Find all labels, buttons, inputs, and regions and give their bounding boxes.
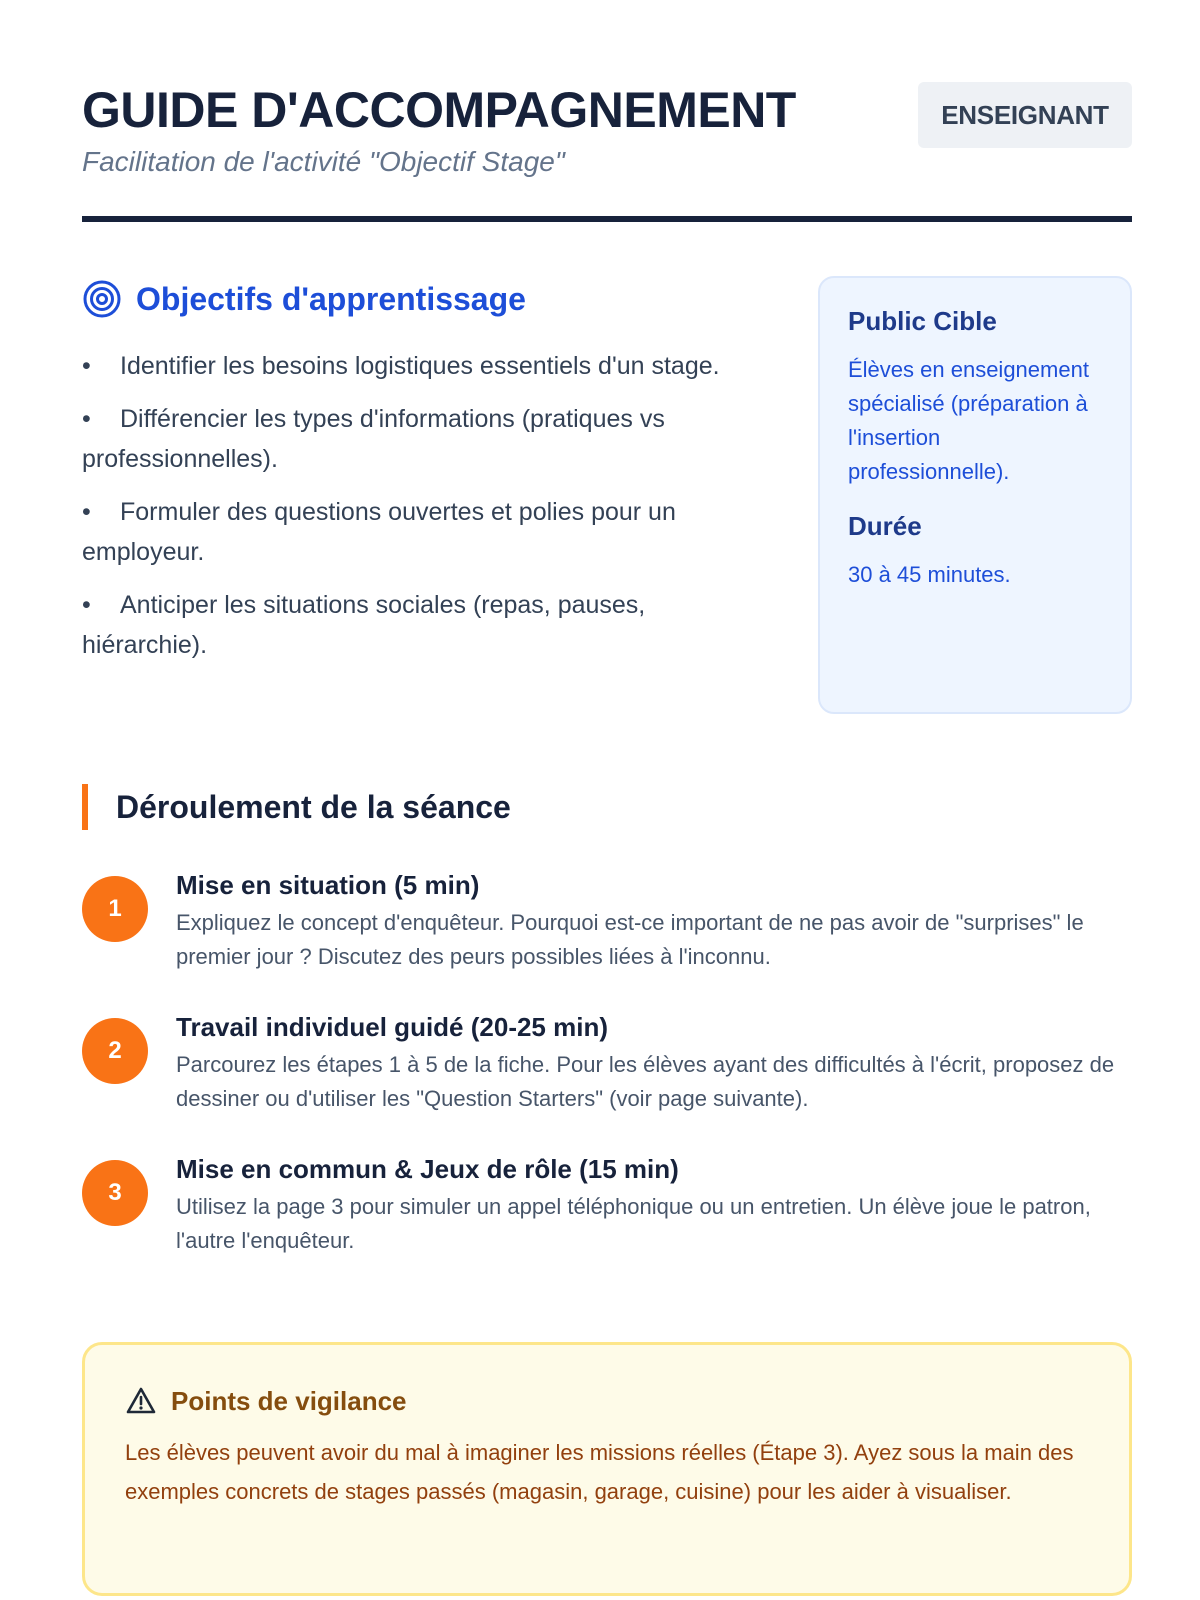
objectives-section <box>82 274 742 678</box>
list-item: • Formuler des questions ouvertes et polies pour un employeur. <box>82 492 742 572</box>
audience-label: Public Cible <box>848 306 997 336</box>
warning-text: Les élèves peuvent avoir du mal à imaginer les missions réelles (Étape 3). Ayez sous la main des exemples concrets de stages passés (magasin, garage, cuisine) pour les aider à visualiser. <box>125 1440 1074 1504</box>
warning-triangle-icon <box>125 1385 157 1417</box>
page-title: GUIDE D'ACCOMPAGNEMENT <box>82 82 796 138</box>
target-icon <box>82 279 122 319</box>
list-item: • Anticiper les situations sociales (repas, pauses, hiérarchie). <box>82 585 742 665</box>
bullet: • <box>82 591 91 619</box>
step-title: Mise en situation (5 min) <box>176 870 480 900</box>
warning-heading-label: Points de vigilance <box>171 1385 407 1416</box>
step-number-badge: 1 <box>82 876 148 942</box>
step-description: Utilisez la page 3 pour simuler un appel téléphonique ou un entretien. Un élève joue le patron, l'autre l'enquêteur. <box>176 1194 1091 1253</box>
warning-heading <box>125 1385 1089 1417</box>
step-item <box>82 1152 1132 1258</box>
list-item: • Différencier les types d'informations (pratiques vs professionnelles). <box>82 399 742 479</box>
step-description: Parcourez les étapes 1 à 5 de la fiche. Pour les élèves ayant des difficultés à l'écrit, proposez de dessiner ou d'utiliser les "Question Starters" (voir page suivante). <box>176 1052 1115 1111</box>
list-item: • Identifier les besoins logistiques essentiels d'un stage. <box>82 346 742 386</box>
audience-text: Élèves en enseignement spécialisé (préparation à l'insertion professionnelle). <box>848 357 1089 484</box>
step-item <box>82 868 1132 974</box>
bullet: • <box>82 498 91 526</box>
duration-label: Durée <box>848 511 922 541</box>
objectives-list <box>82 346 742 665</box>
bullet: • <box>82 352 91 380</box>
step-item <box>82 1010 1132 1116</box>
info-card <box>818 276 1132 714</box>
warning-box <box>82 1342 1132 1596</box>
role-badge: ENSEIGNANT <box>918 82 1132 148</box>
step-description: Expliquez le concept d'enquêteur. Pourquoi est-ce important de ne pas avoir de "surprises" le premier jour ? Discutez des peurs possibles liées à l'inconnu. <box>176 910 1084 969</box>
bullet: • <box>82 405 91 433</box>
objectives-heading <box>82 274 742 324</box>
step-number-badge: 2 <box>82 1018 148 1084</box>
page-subtitle: Facilitation de l'activité "Objectif Stage" <box>82 146 565 177</box>
step-title: Travail individuel guidé (20-25 min) <box>176 1012 608 1042</box>
session-heading: Déroulement de la séance <box>82 784 1132 830</box>
page-header <box>82 80 1132 222</box>
session-section <box>82 784 1132 1258</box>
step-title: Mise en commun & Jeux de rôle (15 min) <box>176 1154 679 1184</box>
objectives-heading-label: Objectifs d'apprentissage <box>136 280 526 317</box>
step-number-badge: 3 <box>82 1160 148 1226</box>
duration-text: 30 à 45 minutes. <box>848 562 1011 587</box>
